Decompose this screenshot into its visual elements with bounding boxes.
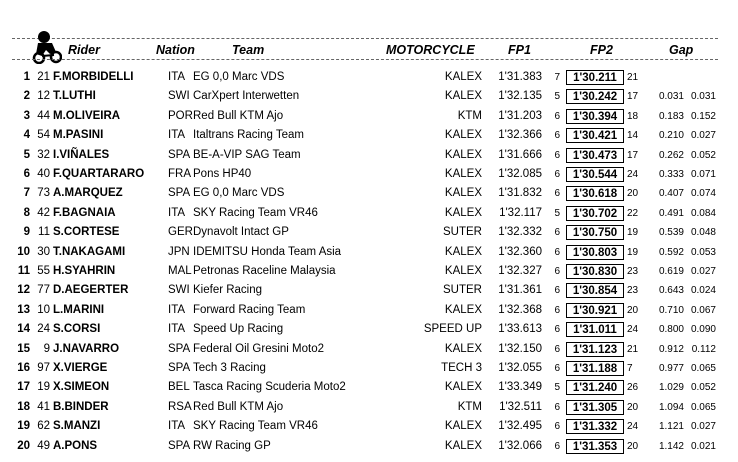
- gap-to-first: 0.977: [658, 363, 684, 374]
- col-header-nation: Nation: [156, 43, 195, 57]
- gap-to-first: 0.912: [658, 343, 684, 355]
- nation-code: SPA: [168, 342, 191, 355]
- nation-code: ITA: [168, 323, 186, 336]
- fp2-time: 1'31.240: [566, 380, 624, 395]
- team-name: Speed Up Racing: [193, 323, 284, 336]
- fp2-time: 1'30.750: [566, 225, 624, 240]
- team-name: IDEMITSU Honda Team Asia: [193, 245, 342, 258]
- gap-to-first: 0.800: [658, 324, 684, 336]
- rider-name: L.MARINI: [53, 303, 105, 316]
- rider-name: A.MARQUEZ: [53, 187, 123, 200]
- motorcycle: KALEX: [444, 90, 482, 103]
- nation-code: BEL: [168, 381, 190, 394]
- gap-to-first: 1.142: [658, 440, 684, 452]
- fp2-lap: 23: [627, 285, 639, 297]
- fp1-lap: 5: [554, 207, 560, 219]
- table-row: [0, 205, 738, 223]
- fp2-lap: 19: [627, 246, 639, 258]
- nation-code: SPA: [168, 439, 191, 452]
- motorcycle: KALEX: [444, 148, 482, 161]
- table-row: [0, 360, 738, 378]
- fp2-time: 1'30.211: [566, 70, 624, 85]
- nation-code: POR: [168, 109, 193, 122]
- nation-code: RSA: [168, 400, 192, 413]
- gap-to-previous: 0.071: [690, 169, 716, 180]
- rider-name: F.QUARTARARO: [53, 168, 145, 180]
- rider-number: 54: [37, 129, 50, 142]
- fp1-lap: 5: [554, 382, 560, 394]
- fp1-lap: 6: [554, 110, 560, 122]
- fp2-lap: 20: [627, 304, 639, 316]
- gap-to-first: 0.710: [658, 304, 684, 316]
- gap-to-previous: 0.052: [690, 382, 716, 394]
- fp1-lap: 6: [554, 421, 560, 433]
- position: 10: [17, 245, 30, 258]
- position: 8: [23, 206, 30, 219]
- gap-to-first: 0.031: [658, 91, 684, 103]
- position: 7: [23, 187, 30, 200]
- team-name: Federal Oil Gresini Moto2: [193, 342, 325, 355]
- position: 12: [17, 284, 30, 297]
- motorcycle: SUTER: [443, 284, 482, 297]
- gap-to-previous: 0.067: [690, 304, 716, 316]
- fp1-lap: 6: [554, 266, 560, 277]
- header-top-rule: [12, 38, 718, 39]
- gap-to-first: 0.210: [658, 130, 684, 142]
- table-header: [0, 0, 738, 70]
- nation-code: GER: [168, 226, 193, 239]
- fp2-time: 1'30.830: [566, 264, 624, 279]
- fp2-time: 1'30.242: [566, 89, 624, 104]
- fp1-time: 1'33.613: [498, 323, 542, 336]
- gap-to-previous: 0.152: [690, 110, 716, 122]
- fp1-time: 1'32.366: [498, 129, 542, 142]
- motorcycle: KTM: [457, 109, 482, 122]
- team-name: EG 0,0 Marc VDS: [193, 71, 285, 83]
- rider-name: S.MANZI: [53, 420, 101, 433]
- fp2-time: 1'30.854: [566, 283, 624, 298]
- rider-number: 19: [37, 381, 50, 394]
- team-name: Tech 3 Racing: [193, 362, 266, 374]
- fp1-lap: 6: [554, 401, 560, 413]
- fp2-time: 1'30.544: [566, 167, 624, 182]
- fp2-lap: 14: [627, 130, 639, 142]
- fp2-time: 1'30.618: [566, 186, 624, 201]
- fp1-lap: 6: [554, 363, 560, 374]
- team-name: Kiefer Racing: [193, 284, 263, 297]
- fp1-time: 1'31.666: [498, 148, 542, 161]
- rider-number: 49: [37, 439, 50, 452]
- fp2-time: 1'30.803: [566, 245, 624, 260]
- position: 4: [23, 129, 30, 142]
- fp2-time: 1'31.123: [566, 342, 624, 357]
- rider-number: 62: [37, 420, 50, 433]
- rider-name: J.NAVARRO: [53, 342, 120, 355]
- rider-name: T.LUTHI: [53, 90, 96, 103]
- fp2-time: 1'31.305: [566, 400, 624, 415]
- gap-to-previous: 0.090: [690, 324, 716, 336]
- fp1-lap: 6: [554, 246, 560, 258]
- fp2-lap: 19: [627, 227, 639, 239]
- nation-code: SPA: [168, 148, 191, 161]
- fp2-time: 1'30.394: [566, 109, 624, 124]
- position: 18: [17, 400, 30, 413]
- col-header-rider: Rider: [68, 43, 100, 57]
- motorcycle: KALEX: [444, 71, 482, 83]
- position: 16: [17, 362, 30, 374]
- rider-name: D.AEGERTER: [53, 284, 129, 297]
- motorcycle: KALEX: [444, 245, 482, 258]
- table-row: [0, 166, 738, 184]
- position: 9: [23, 226, 30, 239]
- position: 1: [23, 71, 30, 83]
- motorcycle: KALEX: [444, 420, 482, 433]
- fp1-time: 1'32.055: [498, 362, 542, 374]
- rider-number: 55: [37, 265, 50, 277]
- col-header-fp2: FP2: [590, 43, 613, 57]
- rider-name: A.PONS: [53, 439, 98, 452]
- fp1-time: 1'32.360: [498, 245, 542, 258]
- position: 11: [17, 265, 30, 277]
- fp1-time: 1'32.135: [498, 90, 542, 103]
- fp2-lap: 24: [627, 169, 639, 180]
- fp1-lap: 7: [554, 72, 560, 83]
- table-row: [0, 399, 738, 417]
- nation-code: ITA: [168, 206, 186, 219]
- fp2-lap: 20: [627, 188, 639, 200]
- table-row: [0, 341, 738, 359]
- fp1-time: 1'32.117: [499, 206, 542, 219]
- nation-code: FRA: [168, 168, 191, 180]
- motorcycle: SUTER: [443, 226, 482, 239]
- rider-number: 73: [37, 187, 50, 200]
- gap-to-first: 0.592: [658, 246, 684, 258]
- nation-code: SPA: [168, 187, 191, 200]
- motorcycle: KALEX: [444, 439, 482, 452]
- table-row: [0, 379, 738, 397]
- fp2-lap: 20: [627, 401, 639, 413]
- table-row: [0, 127, 738, 145]
- fp1-time: 1'32.332: [498, 226, 542, 239]
- fp2-time: 1'30.421: [566, 128, 624, 143]
- gap-to-previous: 0.074: [690, 188, 716, 200]
- motorcycle: KALEX: [444, 303, 482, 316]
- position: 14: [17, 323, 30, 336]
- position: 20: [17, 439, 30, 452]
- fp1-lap: 6: [554, 285, 560, 297]
- fp2-lap: 7: [627, 363, 633, 374]
- rider-number: 42: [37, 206, 50, 219]
- fp2-lap: 18: [627, 110, 639, 122]
- fp2-lap: 17: [627, 149, 639, 161]
- fp1-time: 1'32.368: [498, 303, 542, 316]
- gap-to-previous: 0.052: [690, 149, 716, 161]
- rider-number: 44: [37, 109, 50, 122]
- motorcycle: KALEX: [444, 206, 482, 219]
- nation-code: SWI: [168, 284, 190, 297]
- gap-to-previous: 0.112: [691, 343, 716, 355]
- table-row: [0, 224, 738, 242]
- gap-to-previous: 0.027: [690, 421, 716, 433]
- rider-number: 41: [37, 400, 50, 413]
- col-header-team: Team: [232, 43, 265, 57]
- fp1-time: 1'32.495: [498, 420, 542, 433]
- table-row: [0, 263, 738, 281]
- motorcycle: KALEX: [444, 129, 482, 142]
- table-row: [0, 69, 738, 87]
- rider-number: 11: [38, 226, 50, 239]
- fp2-lap: 20: [627, 440, 639, 452]
- rider-number: 77: [37, 284, 50, 297]
- nation-code: ITA: [168, 129, 186, 142]
- rider-name: T.NAKAGAMI: [53, 245, 126, 258]
- rider-name: X.SIMEON: [53, 381, 110, 394]
- table-row: [0, 438, 738, 456]
- fp1-lap: 6: [554, 440, 560, 452]
- rider-name: M.OLIVEIRA: [53, 109, 121, 122]
- gap-to-first: 0.183: [658, 110, 684, 122]
- table-row: [0, 185, 738, 203]
- nation-code: SWI: [168, 90, 190, 103]
- gap-to-previous: 0.053: [690, 246, 716, 258]
- table-row: [0, 302, 738, 320]
- rider-number: 21: [37, 71, 50, 83]
- fp1-time: 1'32.150: [498, 342, 542, 355]
- gap-to-first: 0.333: [658, 169, 684, 180]
- rider-number: 97: [37, 362, 50, 374]
- fp1-lap: 6: [554, 149, 560, 161]
- gap-to-first: 1.029: [658, 382, 684, 394]
- fp2-time: 1'30.702: [566, 206, 624, 221]
- fp2-lap: 24: [627, 324, 639, 336]
- rider-number: 24: [37, 323, 50, 336]
- gap-to-previous: 0.027: [690, 266, 716, 277]
- col-header-motorcycle: MOTORCYCLE: [386, 43, 475, 57]
- fp2-time: 1'31.332: [566, 419, 624, 434]
- gap-to-first: 1.094: [658, 401, 684, 413]
- fp1-lap: 6: [554, 343, 560, 355]
- team-name: Petronas Raceline Malaysia: [193, 265, 336, 277]
- gap-to-previous: 0.027: [690, 130, 716, 142]
- table-row: [0, 418, 738, 436]
- fp1-time: 1'32.085: [498, 168, 542, 180]
- motorcycle: KALEX: [444, 187, 482, 200]
- fp2-time: 1'30.473: [566, 148, 624, 163]
- nation-code: ITA: [168, 420, 186, 433]
- team-name: CarXpert Interwetten: [193, 90, 300, 103]
- col-header-fp1: FP1: [508, 43, 531, 57]
- team-name: Red Bull KTM Ajo: [193, 400, 284, 413]
- position: 2: [23, 90, 30, 103]
- nation-code: ITA: [168, 303, 186, 316]
- gap-to-previous: 0.048: [690, 227, 716, 239]
- gap-to-first: 0.619: [658, 266, 684, 277]
- fp1-time: 1'32.066: [498, 439, 542, 452]
- fp2-lap: 23: [627, 266, 639, 277]
- rider-name: F.MORBIDELLI: [53, 71, 134, 83]
- rider-number: 40: [37, 168, 50, 180]
- position: 3: [23, 109, 30, 122]
- gap-to-previous: 0.065: [690, 363, 716, 374]
- rider-number: 30: [37, 245, 50, 258]
- table-row: [0, 321, 738, 339]
- rider-name: F.BAGNAIA: [53, 206, 116, 219]
- table-row: [0, 244, 738, 262]
- fp1-lap: 6: [554, 304, 560, 316]
- fp2-lap: 22: [627, 207, 639, 219]
- fp1-lap: 6: [554, 227, 560, 239]
- gap-to-previous: 0.065: [690, 401, 716, 413]
- position: 5: [23, 148, 30, 161]
- nation-code: SPA: [168, 362, 191, 374]
- fp1-time: 1'33.349: [498, 381, 542, 394]
- motorcycle: KALEX: [444, 168, 482, 180]
- fp1-time: 1'31.383: [498, 71, 542, 83]
- fp1-lap: 6: [554, 188, 560, 200]
- position: 13: [17, 303, 30, 316]
- motorcycle: KALEX: [444, 265, 482, 277]
- gap-to-first: 0.491: [658, 207, 684, 219]
- team-name: Tasca Racing Scuderia Moto2: [193, 381, 346, 394]
- table-row: [0, 88, 738, 106]
- team-name: Italtrans Racing Team: [193, 129, 305, 142]
- table-row: [0, 108, 738, 126]
- gap-to-first: 0.407: [658, 188, 684, 200]
- rider-name: B.BINDER: [53, 400, 109, 413]
- position: 6: [23, 168, 30, 180]
- position: 19: [17, 420, 30, 433]
- fp2-time: 1'31.188: [566, 361, 624, 376]
- fp2-lap: 21: [627, 72, 639, 83]
- fp2-time: 1'31.011: [566, 322, 624, 337]
- fp1-lap: 5: [554, 91, 560, 103]
- fp2-time: 1'31.353: [566, 439, 624, 454]
- fp1-time: 1'32.511: [499, 400, 542, 413]
- fp1-time: 1'31.203: [498, 109, 542, 122]
- nation-code: ITA: [168, 71, 186, 83]
- position: 17: [17, 381, 30, 394]
- header-bottom-rule: [12, 59, 718, 60]
- team-name: SKY Racing Team VR46: [193, 206, 318, 219]
- fp1-time: 1'32.327: [498, 265, 542, 277]
- fp2-lap: 17: [627, 91, 639, 103]
- motorcycle: KALEX: [444, 342, 482, 355]
- team-name: Dynavolt Intact GP: [193, 226, 289, 239]
- rider-name: X.VIERGE: [53, 362, 108, 374]
- fp2-lap: 26: [627, 382, 639, 394]
- rider-number: 32: [37, 148, 50, 161]
- fp2-lap: 24: [627, 421, 639, 433]
- motorcycle: TECH 3: [441, 362, 482, 374]
- motorcycle: KTM: [457, 400, 482, 413]
- team-name: EG 0,0 Marc VDS: [193, 187, 285, 200]
- rider-number: 10: [37, 303, 50, 316]
- fp1-lap: 6: [554, 130, 560, 142]
- fp1-time: 1'31.361: [498, 284, 542, 297]
- fp1-time: 1'31.832: [498, 187, 542, 200]
- fp1-lap: 6: [554, 324, 560, 336]
- fp2-lap: 21: [627, 343, 639, 355]
- gap-to-first: 0.643: [658, 285, 684, 297]
- nation-code: MAL: [168, 265, 192, 277]
- gap-to-first: 0.539: [658, 227, 684, 239]
- team-name: BE-A-VIP SAG Team: [193, 148, 301, 161]
- rider-name: M.PASINI: [53, 129, 104, 142]
- gap-to-first: 0.262: [658, 149, 684, 161]
- gap-to-previous: 0.084: [690, 207, 716, 219]
- nation-code: JPN: [168, 245, 190, 258]
- gap-to-previous: 0.021: [690, 440, 716, 452]
- position: 15: [17, 342, 30, 355]
- rider-number: 12: [37, 90, 50, 103]
- table-row: [0, 147, 738, 165]
- rider-number: 9: [43, 342, 50, 355]
- rider-name: I.VIÑALES: [53, 148, 110, 161]
- team-name: Red Bull KTM Ajo: [193, 109, 284, 122]
- gap-to-previous: 0.031: [690, 91, 716, 103]
- col-header-gap: Gap: [669, 43, 694, 57]
- motorcycle: SPEED UP: [423, 323, 482, 336]
- team-name: Pons HP40: [193, 168, 252, 180]
- fp1-lap: 6: [554, 169, 560, 180]
- team-name: RW Racing GP: [193, 439, 271, 452]
- rider-name: S.CORTESE: [53, 226, 120, 239]
- team-name: Forward Racing Team: [193, 303, 306, 316]
- fp2-time: 1'30.921: [566, 303, 624, 318]
- gap-to-first: 1.121: [658, 421, 684, 433]
- gap-to-previous: 0.024: [690, 285, 716, 297]
- team-name: SKY Racing Team VR46: [193, 420, 318, 433]
- rider-name: S.CORSI: [53, 323, 101, 336]
- rider-name: H.SYAHRIN: [53, 265, 116, 277]
- motorcycle: KALEX: [444, 381, 482, 394]
- table-row: [0, 282, 738, 300]
